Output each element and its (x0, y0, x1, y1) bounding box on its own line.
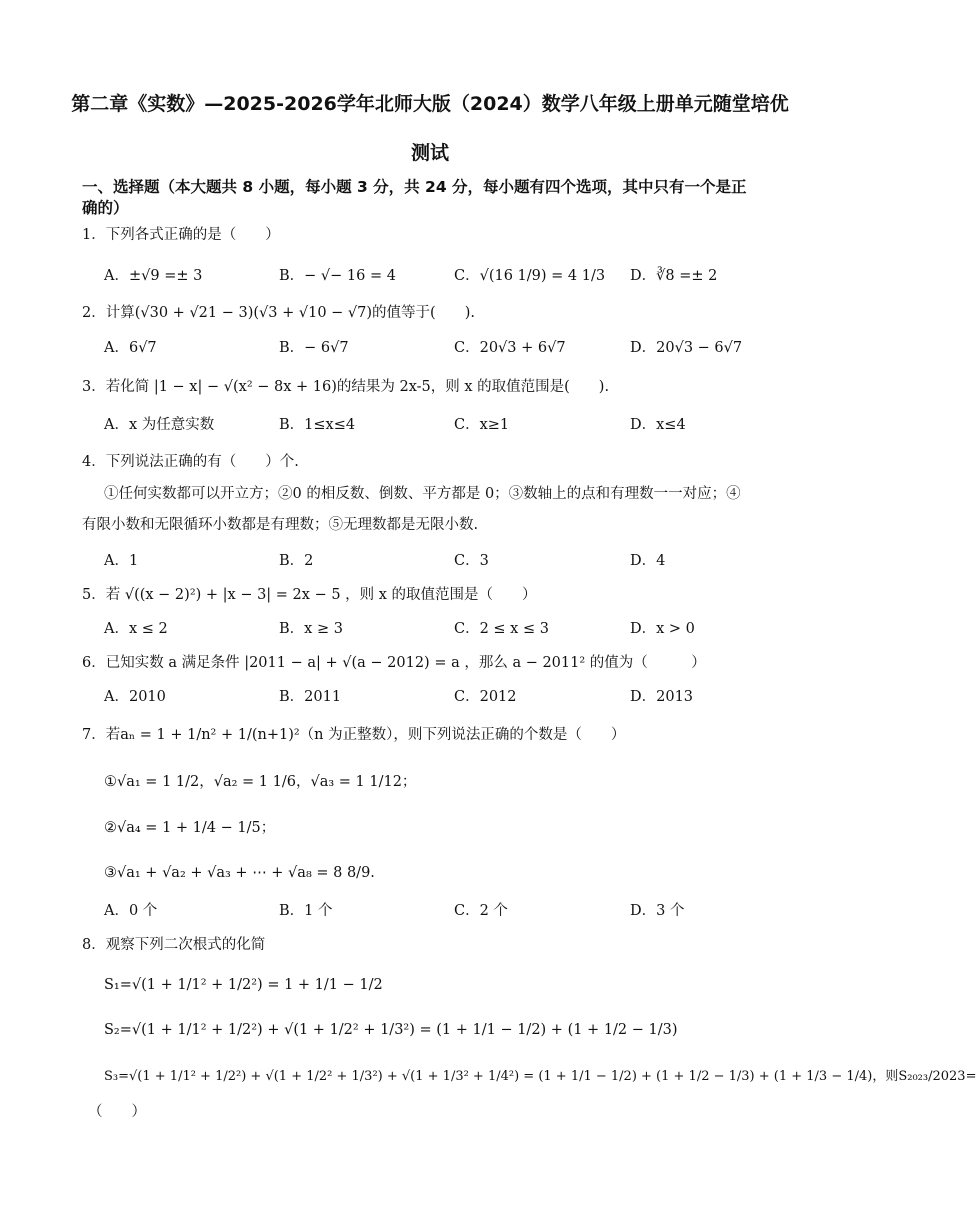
q2-option-d: D．20√3 − 6√7 (630, 340, 743, 356)
q3-option-c: C．x≥1 (454, 417, 510, 433)
q4-stem: 4．下列说法正确的有（ ）个. (82, 454, 299, 470)
q4-option-c: C．3 (454, 553, 489, 569)
q1-stem: 1．下列各式正确的是（ ） (82, 227, 280, 243)
q2-option-c: C．20√3 + 6√7 (454, 340, 566, 356)
q6-option-b: B．2011 (279, 689, 342, 705)
q2-option-a: A．6√7 (104, 340, 157, 356)
q1-option-b: B．− √− 16 = 4 (279, 268, 396, 284)
q5-option-d: D．x > 0 (630, 621, 695, 637)
section-heading-line1: 一、选择题（本大题共 8 小题，每小题 3 分，共 24 分，每小题有四个选项，其中只有一个是正 (82, 178, 747, 196)
q4-statements-line1: ①任何实数都可以开立方；②0 的相反数、倒数、平方都是 0；③数轴上的点和有理数一一对应；④ (104, 486, 741, 502)
q8-answer-blank: （ ） (88, 1104, 146, 1120)
q4-option-d: D．4 (630, 553, 666, 569)
q7-statement-1: ①√a₁ = 1 1/2，√a₂ = 1 1/6，√a₃ = 1 1/12； (104, 774, 417, 790)
q7-option-a: A．0 个 (104, 903, 158, 919)
q6-option-d: D．2013 (630, 689, 694, 705)
q8-s1: S₁=√(1 + 1/1² + 1/2²) = 1 + 1/1 − 1/2 (104, 977, 383, 993)
q6-option-c: C．2012 (454, 689, 517, 705)
q2-stem: 2．计算(√30 + √21 − 3)(√3 + √10 − √7)的值等于( ). (82, 305, 475, 321)
q8-stem: 8．观察下列二次根式的化简 (82, 937, 266, 953)
q7-option-b: B．1 个 (279, 903, 333, 919)
q7-option-c: C．2 个 (454, 903, 508, 919)
q8-s2: S₂=√(1 + 1/1² + 1/2²) + √(1 + 1/2² + 1/3²) = (1 + 1/1 − 1/2) + (1 + 1/2 − 1/3) (104, 1022, 678, 1038)
q8-s3: S₃=√(1 + 1/1² + 1/2²) + √(1 + 1/2² + 1/3²) + √(1 + 1/3² + 1/4²) = (1 + 1/1 − 1/2) + (1 + 1/2 − 1/3) + (1 + 1/3 − 1/4)，则S₂₀₂₃/2023= (104, 1069, 976, 1084)
q4-option-a: A．1 (104, 553, 139, 569)
q5-option-b: B．x ≥ 3 (279, 621, 343, 637)
q3-stem: 3．若化简 |1 − x| − √(x² − 8x + 16)的结果为 2x-5，则 x 的取值范围是( ). (82, 379, 610, 395)
q4-option-b: B．2 (279, 553, 314, 569)
q3-option-a: A．x 为任意实数 (104, 417, 215, 433)
q6-stem: 6．已知实数 a 满足条件 |2011 − a| + √(a − 2012) = a ，那么 a − 2011² 的值为（ ） (82, 655, 706, 671)
q7-stem: 7．若aₙ = 1 + 1/n² + 1/(n+1)²（n 为正整数），则下列说法正确的个数是（ ） (82, 727, 626, 743)
q7-option-d: D．3 个 (630, 903, 685, 919)
section-heading-line2: 确的） (82, 199, 129, 217)
q3-option-d: D．x≤4 (630, 417, 686, 433)
q1-option-c: C．√(16 1/9) = 4 1/3 (454, 268, 606, 284)
page-title-line1: 第二章《实数》—2025-2026学年北师大版（2024）数学八年级上册单元随堂培优 (71, 93, 789, 115)
q2-option-b: B．− 6√7 (279, 340, 349, 356)
q3-option-b: B．1≤x≤4 (279, 417, 356, 433)
q7-statement-3: ③√a₁ + √a₂ + √a₃ + ⋯ + √a₈ = 8 8/9. (104, 865, 375, 881)
q5-option-c: C．2 ≤ x ≤ 3 (454, 621, 549, 637)
q4-statements-line2: 有限小数和无限循环小数都是有理数；⑤无理数都是无限小数. (82, 517, 479, 533)
q1-option-a: A．±√9 =± 3 (104, 268, 203, 284)
q1-option-d: D．∛8 =± 2 (630, 268, 718, 284)
page-title-line2: 测试 (410, 142, 449, 164)
q5-stem: 5．若 √((x − 2)²) + |x − 3| = 2x − 5 ，则 x 的取值范围是（ ） (82, 587, 537, 603)
q7-statement-2: ②√a₄ = 1 + 1/4 − 1/5； (104, 820, 276, 836)
q6-option-a: A．2010 (104, 689, 166, 705)
q5-option-a: A．x ≤ 2 (104, 621, 168, 637)
